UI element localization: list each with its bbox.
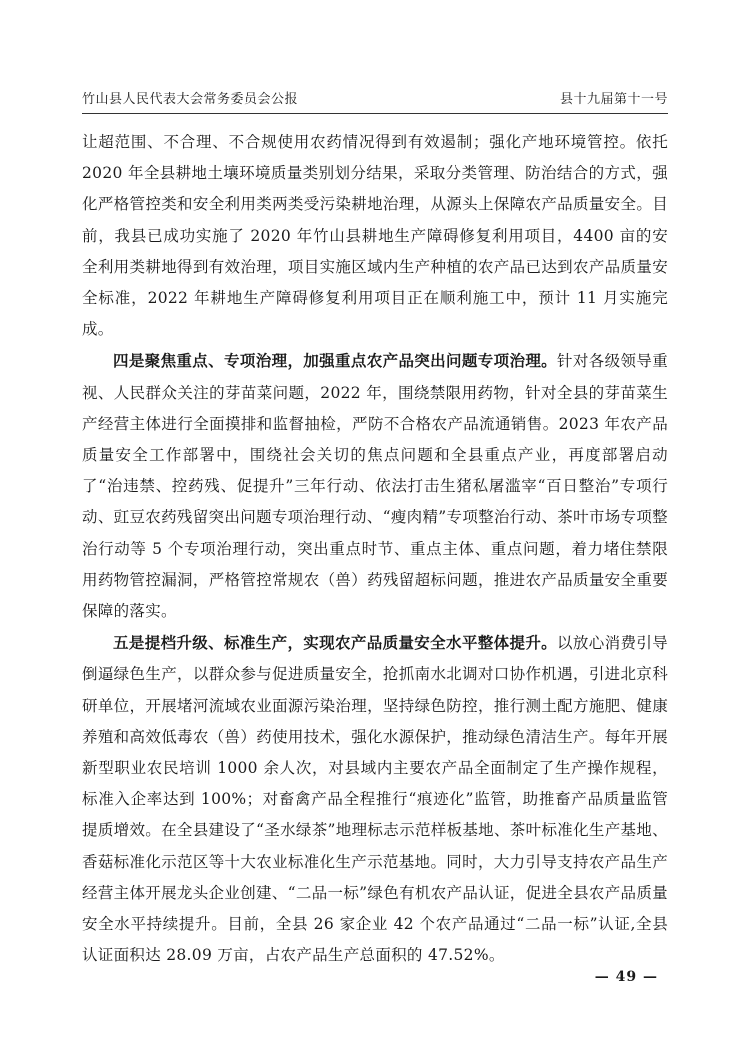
paragraph-1 [82, 127, 668, 345]
paragraph-2 [82, 345, 668, 627]
paragraph-1-text: 让超范围、不合理、不合规使用农药情况得到有效遏制；强化产地环境管控。依托 2020 年全县耕地土壤环境质量类别划分结果，采取分类管理、防治结合的方式，强化严格管控类和安全利用类两类受污染耕地治理，从源头上保障农产品质量安全。目前，我县已成功实施了 2020 年竹山县耕地生产障碍修复利用项目，4400 亩的安全利用类耕地得到有效治理，项目实施区域内生产种植的农产品已达到农产品质量安全标准，2022 年耕地生产障碍修复利用项目正在顺利施工中，预计 11 月实施完成。 [82, 133, 668, 339]
header-divider [82, 113, 668, 114]
issue-number: 县十九届第十一号 [559, 92, 668, 107]
paragraph-2-heading: 四是聚焦重点、专项治理，加强重点农产品突出问题专项治理。 [113, 351, 558, 371]
paragraph-3 [82, 627, 668, 971]
page-header [82, 88, 668, 107]
paragraph-2-text: 针对各级领导重视、人民群众关注的芽苗菜问题，2022 年，围绕禁限用药物，针对全县的芽苗菜生产经营主体进行全面摸排和监督抽检，严防不合格农产品流通销售。2023 年农产品质量安全工作部署中，围绕社会关切的焦点问题和全县重点产业，再度部署启动了“治违禁、控药残、促提升”三年行动、依法打击生猪私屠滥宰“百日整治”专项行动、豇豆农药残留突出问题专项治理行动、“瘦肉精”专项整治行动、茶叶市场专项整治行动等 5 个专项治理行动，突出重点时节、重点主体、重点问题，着力堵住禁限用药物管控漏洞，严格管控常规农（兽）药残留超标问题，推进农产品质量安全重要保障的落实。 [82, 352, 668, 621]
page-number: — 49 — [594, 969, 658, 985]
body-text [82, 127, 668, 971]
paragraph-3-heading: 五是提档升级、标准生产，实现农产品质量安全水平整体提升。 [113, 633, 558, 653]
bulletin-title: 竹山县人民代表大会常务委员会公报 [82, 92, 299, 107]
paragraph-3-text: 以放心消费引导倒逼绿色生产，以群众参与促进质量安全，抢抓南水北调对口协作机遇，引进北京科研单位，开展堵河流域农业面源污染治理，坚持绿色防控，推行测土配方施肥、健康养殖和高效低毒农（兽）药使用技术，强化水源保护，推动绿色清洁生产。每年开展新型职业农民培训 1000 余人次，对县域内主要农产品全面制定了生产操作规程，标准入企率达到 100%；对畜禽产品全程推行“痕迹化”监管，助推畜产品质量监管提质增效。在全县建设了“圣水绿茶”地理标志示范样板基地、茶叶标准化生产基地、香菇标准化示范区等十大农业标准化生产示范基地。同时，大力引导支持农产品生产经营主体开展龙头企业创建、“二品一标”绿色有机农产品认证，促进全县农产品质量安全水平持续提升。目前，全县 26 家企业 42 个农产品通过“二品一标”认证,全县认证面积达 28.09 万亩，占农产品生产总面积的 47.52%。 [82, 634, 669, 965]
